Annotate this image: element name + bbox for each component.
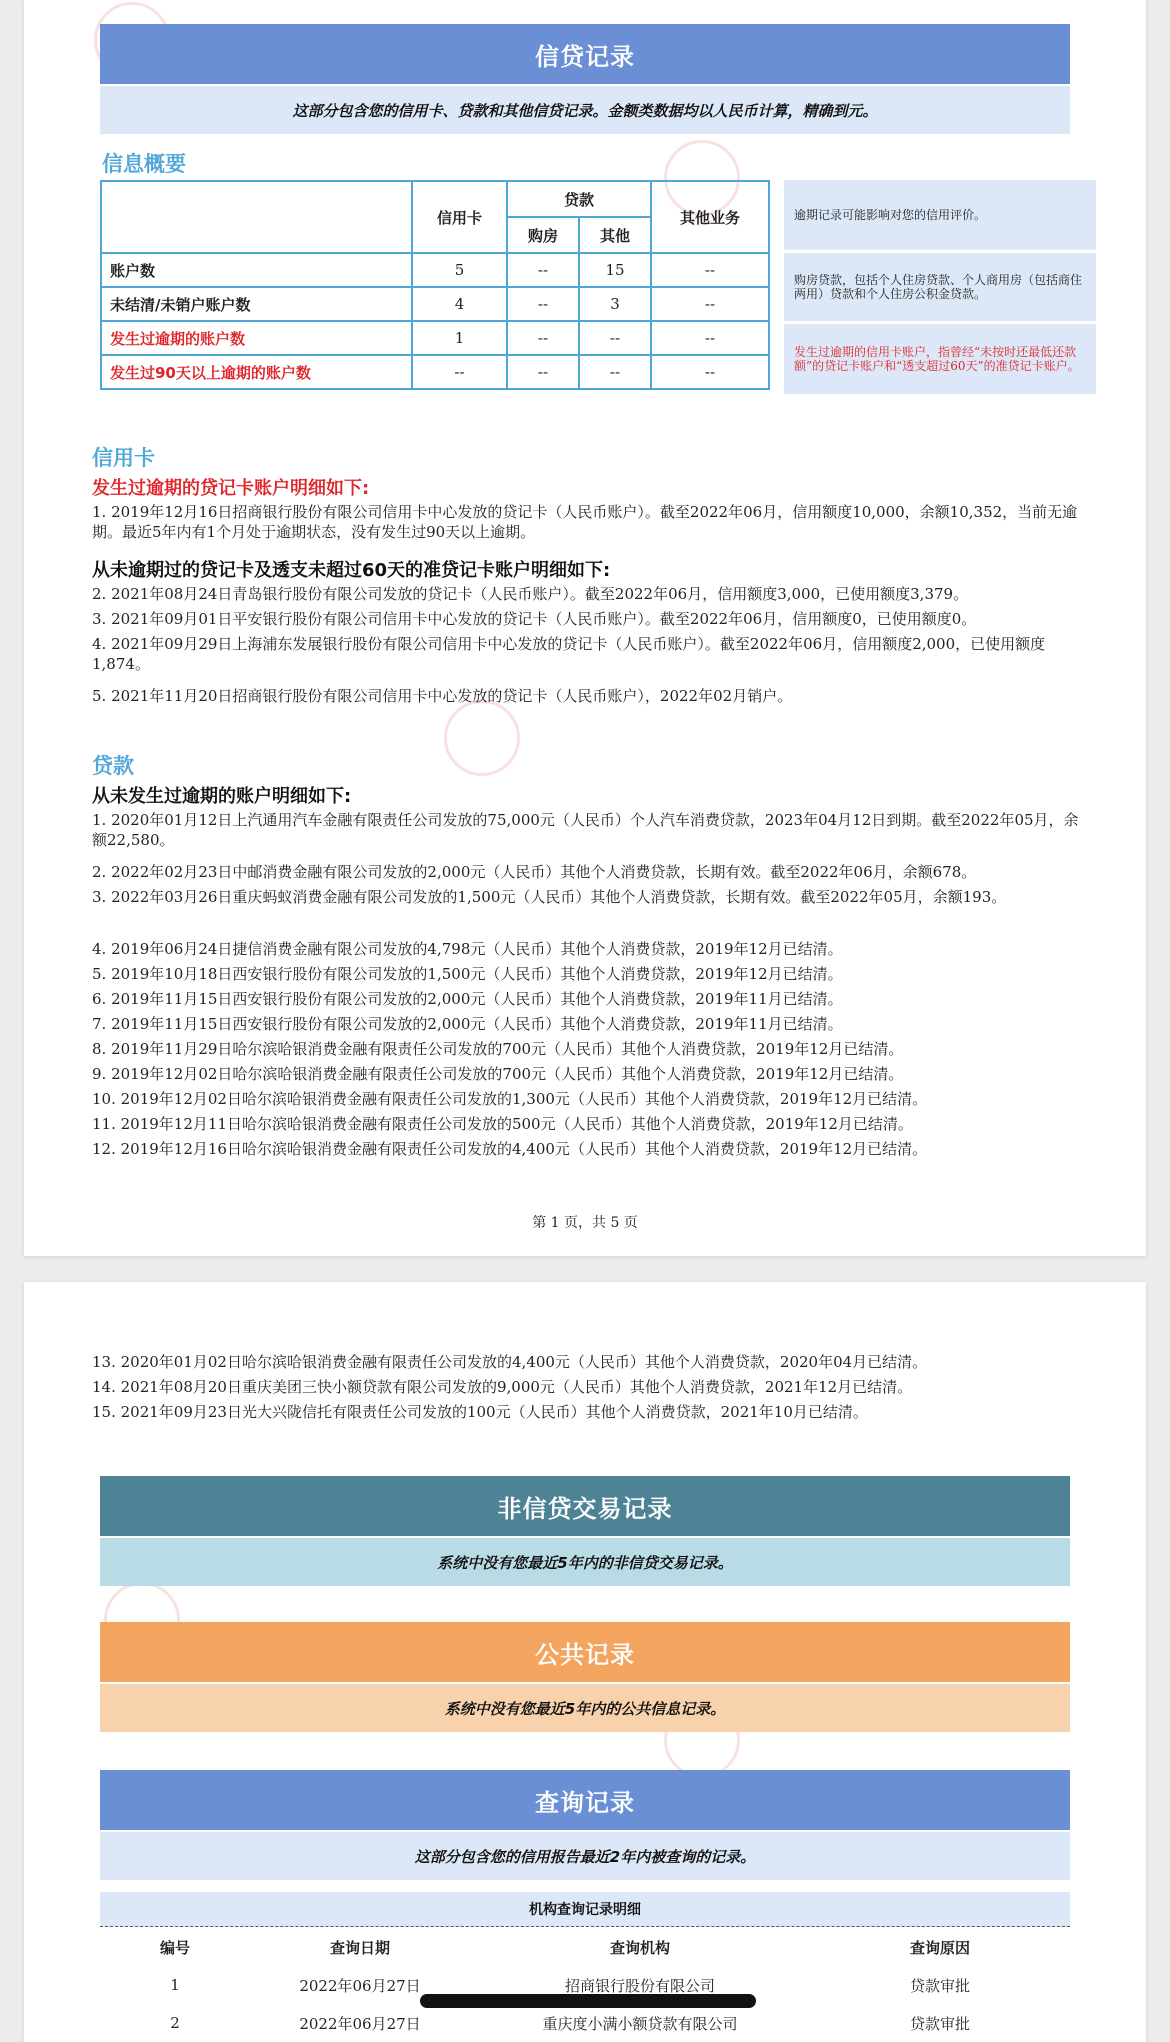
table-row <box>101 287 769 321</box>
table-row <box>101 253 769 287</box>
col-housing: 购房 <box>507 217 579 253</box>
list-item: 7. 2019年11月15日西安银行股份有限公司发放的2,000元（人民币）其他个人消费贷款，2019年11月已结清。 <box>92 1015 843 1033</box>
cell-value: -- <box>651 321 769 355</box>
list-item: 2. 2022年02月23日中邮消费金融有限公司发放的2,000元（人民币）其他个人消费贷款，长期有效。截至2022年06月，余额678。 <box>92 863 977 881</box>
summary-note-overdue-card: 发生过逾期的信用卡账户，指曾经“未按时还最低还款额”的贷记卡账户和“透支超过60天”的准贷记卡账户。 <box>784 324 1096 394</box>
summary-corner <box>101 181 412 253</box>
cell-value: -- <box>507 253 579 287</box>
row-label: 未结清/未销户账户数 <box>101 287 412 321</box>
col-header: 查询原因 <box>909 1938 970 1957</box>
row-label: 发生过逾期的账户数 <box>101 321 412 355</box>
summary-title: 信息概要 <box>102 152 186 176</box>
cell-value: 4 <box>412 287 507 321</box>
cell-value: 15 <box>579 253 651 287</box>
noncredit-banner: 非信贷交易记录 <box>100 1476 1070 1536</box>
cell-value: 3 <box>579 287 651 321</box>
public-record-banner: 公共记录 <box>100 1622 1070 1682</box>
cell-value: 2022年06月27日 <box>299 2014 421 2033</box>
list-item: 3. 2021年09月01日平安银行股份有限公司信用卡中心发放的贷记卡（人民币账户）。截至2022年06月，信用额度0，已使用额度0。 <box>92 610 977 628</box>
list-item: 11. 2019年12月11日哈尔滨哈银消费金融有限责任公司发放的500元（人民币）其他个人消费贷款，2019年12月已结清。 <box>92 1115 913 1133</box>
cell-value: -- <box>507 355 579 389</box>
list-item: 12. 2019年12月16日哈尔滨哈银消费金融有限责任公司发放的4,400元（人民币）其他个人消费贷款，2019年12月已结清。 <box>92 1140 928 1158</box>
col-other: 其他 <box>579 217 651 253</box>
list-item: 3. 2022年03月26日重庆蚂蚁消费金融有限公司发放的1,500元（人民币）其他个人消费贷款，长期有效。截至2022年05月，余额193。 <box>92 888 1007 906</box>
list-item: 6. 2019年11月15日西安银行股份有限公司发放的2,000元（人民币）其他个人消费贷款，2019年11月已结清。 <box>92 990 843 1008</box>
credit-card-title: 信用卡 <box>92 446 155 470</box>
cell-value: 5 <box>412 253 507 287</box>
cell-value: -- <box>507 321 579 355</box>
noncredit-subtitle: 系统中没有您最近5年内的非信贷交易记录。 <box>100 1538 1070 1586</box>
report-page-1 <box>24 0 1146 1256</box>
list-item: 10. 2019年12月02日哈尔滨哈银消费金融有限责任公司发放的1,300元（人民币）其他个人消费贷款，2019年12月已结清。 <box>92 1090 928 1108</box>
col-header: 查询机构 <box>609 1938 670 1957</box>
cell-value: 重庆度小满小额贷款有限公司 <box>542 2014 738 2033</box>
cell-value: -- <box>651 287 769 321</box>
list-item: 14. 2021年08月20日重庆美团三快小额贷款有限公司发放的9,000元（人民币）其他个人消费贷款，2021年12月已结清。 <box>92 1378 913 1396</box>
list-item: 2. 2021年08月24日青岛银行股份有限公司发放的贷记卡（人民币账户）。截至2022年06月，信用额度3,000，已使用额度3,379。 <box>92 585 969 603</box>
cell-value: -- <box>651 253 769 287</box>
summary-note-housing: 购房贷款，包括个人住房贷款、个人商用房（包括商住两用）贷款和个人住房公积金贷款。 <box>784 253 1096 321</box>
cell-value: 1 <box>170 1976 180 1994</box>
list-item: 5. 2021年11月20日招商银行股份有限公司信用卡中心发放的贷记卡（人民币账户），2022年02月销户。 <box>92 687 793 705</box>
cell-value: 贷款审批 <box>909 2014 970 2033</box>
cell-value: -- <box>412 355 507 389</box>
list-item: 5. 2019年10月18日西安银行股份有限公司发放的1,500元（人民币）其他个人消费贷款，2019年12月已结清。 <box>92 965 843 983</box>
col-header: 编号 <box>159 1938 190 1957</box>
credit-record-subtitle: 这部分包含您的信用卡、贷款和其他信贷记录。金额类数据均以人民币计算，精确到元。 <box>100 86 1070 134</box>
summary-note-overdue: 逾期记录可能影响对您的信用评价。 <box>784 180 1096 250</box>
summary-table <box>100 180 770 390</box>
never-overdue-cards-heading: 从未逾期过的贷记卡及透支未超过60天的准贷记卡账户明细如下: <box>92 560 611 581</box>
col-credit-card: 信用卡 <box>412 181 507 253</box>
loan-never-overdue-heading: 从未发生过逾期的账户明细如下: <box>92 786 352 807</box>
table-row <box>101 321 769 355</box>
home-indicator[interactable] <box>420 1994 756 2008</box>
list-item: 9. 2019年12月02日哈尔滨哈银消费金融有限责任公司发放的700元（人民币）其他个人消费贷款，2019年12月已结清。 <box>92 1065 904 1083</box>
loan-title: 贷款 <box>92 754 134 778</box>
query-detail-title: 机构查询记录明细 <box>100 1892 1070 1927</box>
cell-value: -- <box>507 287 579 321</box>
cell-value: 2022年06月27日 <box>299 1976 421 1995</box>
list-item: 15. 2021年09月23日光大兴陇信托有限责任公司发放的100元（人民币）其他个人消费贷款，2021年10月已结清。 <box>92 1403 868 1421</box>
col-header: 查询日期 <box>329 1938 390 1957</box>
cell-value: -- <box>579 321 651 355</box>
cell-value: -- <box>579 355 651 389</box>
list-item: 4. 2019年06月24日捷信消费金融有限公司发放的4,798元（人民币）其他个人消费贷款，2019年12月已结清。 <box>92 940 843 958</box>
cell-value: -- <box>651 355 769 389</box>
list-item: 1. 2019年12月16日招商银行股份有限公司信用卡中心发放的贷记卡（人民币账户）。截至2022年06月，信用额度10,000，余额10,352，当前无逾期。最近5年内有1个月处于逾期状态，没有发生过90天以上逾期。 <box>92 503 1078 541</box>
list-item: 13. 2020年01月02日哈尔滨哈银消费金融有限责任公司发放的4,400元（人民币）其他个人消费贷款，2020年04月已结清。 <box>92 1353 928 1371</box>
list-item: 8. 2019年11月29日哈尔滨哈银消费金融有限责任公司发放的700元（人民币）其他个人消费贷款，2019年12月已结清。 <box>92 1040 904 1058</box>
list-item: 1. 2020年01月12日上汽通用汽车金融有限责任公司发放的75,000元（人民币）个人汽车消费贷款，2023年04月12日到期。截至2022年05月，余额22,580。 <box>92 811 1079 849</box>
query-record-subtitle: 这部分包含您的信用报告最近2年内被查询的记录。 <box>100 1832 1070 1880</box>
query-table <box>100 1928 1070 2042</box>
page-footer: 第 1 页，共 5 页 <box>532 1215 638 1231</box>
col-loan: 贷款 <box>507 181 651 217</box>
overdue-cards-heading: 发生过逾期的贷记卡账户明细如下: <box>92 478 370 499</box>
public-record-subtitle: 系统中没有您最近5年内的公共信息记录。 <box>100 1684 1070 1732</box>
table-row <box>100 2004 1070 2042</box>
watermark-seal <box>444 700 520 776</box>
cell-value: 贷款审批 <box>909 1976 970 1995</box>
cell-value: 1 <box>412 321 507 355</box>
cell-value: 招商银行股份有限公司 <box>564 1976 715 1995</box>
query-record-banner: 查询记录 <box>100 1770 1070 1830</box>
credit-record-banner: 信贷记录 <box>100 24 1070 84</box>
row-label: 发生过90天以上逾期的账户数 <box>101 355 412 389</box>
row-label: 账户数 <box>101 253 412 287</box>
col-other-business: 其他业务 <box>651 181 769 253</box>
report-page-2 <box>24 1282 1146 2042</box>
cell-value: 2 <box>170 2014 180 2032</box>
list-item: 4. 2021年09月29日上海浦东发展银行股份有限公司信用卡中心发放的贷记卡（人民币账户）。截至2022年06月，信用额度2,000，已使用额度1,874。 <box>92 635 1046 673</box>
table-row <box>101 355 769 389</box>
